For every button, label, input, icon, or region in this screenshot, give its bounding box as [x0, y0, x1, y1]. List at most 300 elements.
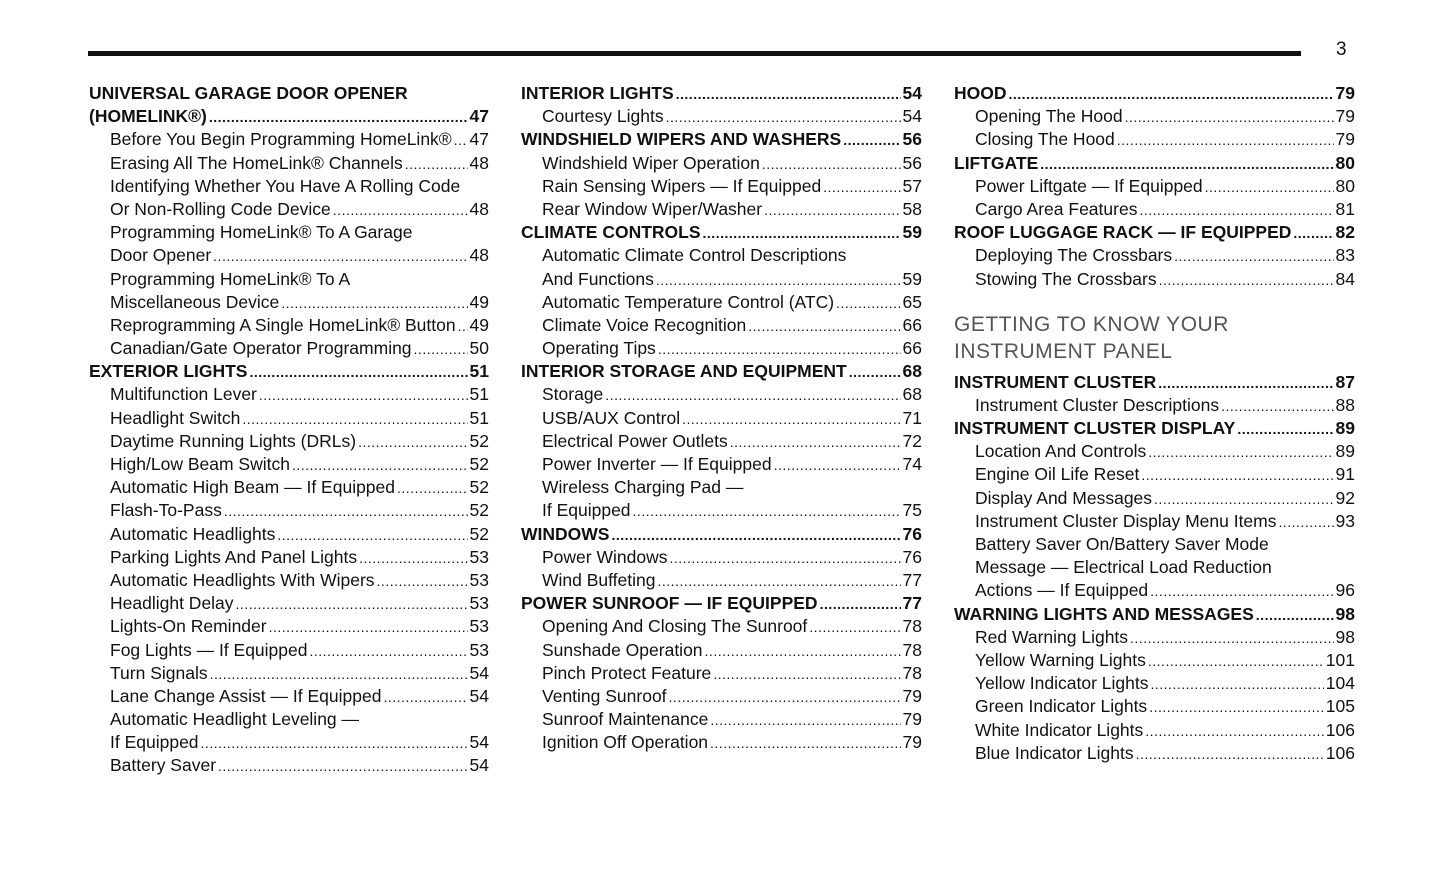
toc-subentry[interactable]: [521, 152, 922, 175]
toc-subentry[interactable]: [521, 314, 922, 337]
toc-entry-title: INSTRUMENT CLUSTER: [954, 371, 1157, 392]
toc-subentry[interactable]: [89, 662, 489, 685]
toc-subentry[interactable]: [521, 268, 922, 291]
toc-entry-title: Location And Controls: [975, 441, 1147, 462]
toc-subentry[interactable]: [521, 615, 922, 638]
dot-leader: [277, 524, 467, 547]
toc-subentry[interactable]: [89, 499, 489, 522]
toc-page-number: 106: [1325, 742, 1355, 763]
dot-leader: [1293, 222, 1333, 245]
toc-subentry[interactable]: [521, 685, 922, 708]
dot-leader: [611, 524, 900, 547]
toc-subentry[interactable]: [89, 569, 489, 592]
toc-entry-title: LIFTGATE: [954, 152, 1039, 173]
toc-entry-title: HOOD: [954, 83, 1007, 103]
toc-entry-title: Identifying Whether You Have A Rolling Code: [110, 175, 461, 196]
toc-subentry[interactable]: [521, 499, 922, 522]
toc-page-number: 49: [469, 314, 489, 335]
toc-page-number: 98: [1335, 626, 1355, 647]
toc-column-1: [89, 82, 489, 778]
toc-entry-title: If Equipped: [110, 732, 199, 753]
toc-page-number: 79: [1335, 106, 1355, 127]
toc-page-number: 66: [902, 338, 922, 359]
toc-heading-entry[interactable]: [521, 82, 922, 105]
toc-subentry[interactable]: [954, 394, 1355, 417]
toc-page-number: 54: [469, 685, 489, 706]
toc-subentry[interactable]: [89, 639, 489, 662]
toc-page-number: 96: [1335, 580, 1355, 601]
toc-entry-title: USB/AUX Control: [542, 407, 681, 428]
toc-entry-title: Canadian/Gate Operator Programming: [110, 338, 412, 359]
toc-subentry[interactable]: [89, 708, 489, 731]
toc-entry-title: EXTERIOR LIGHTS: [89, 361, 248, 382]
dot-leader: [1148, 650, 1324, 673]
toc-page-number: 78: [902, 662, 922, 683]
toc-heading-entry[interactable]: [89, 105, 489, 128]
toc-entry-title: POWER SUNROOF — IF EQUIPPED: [521, 593, 818, 614]
toc-subentry[interactable]: [89, 291, 489, 314]
toc-entry-title: Electrical Power Outlets: [542, 430, 728, 451]
toc-subentry[interactable]: [954, 487, 1355, 510]
toc-page-number: 65: [902, 291, 922, 312]
dot-leader: [405, 153, 468, 176]
toc-page-number: 53: [469, 569, 489, 590]
toc-subentry[interactable]: [954, 649, 1355, 672]
toc-page-number: 83: [1335, 245, 1355, 266]
dot-leader: [605, 384, 900, 407]
toc-subentry[interactable]: [89, 128, 489, 151]
toc-page-number: 78: [902, 639, 922, 660]
dot-leader: [1256, 604, 1334, 627]
toc-subentry[interactable]: [954, 556, 1355, 579]
toc-entry-title: Instrument Cluster Descriptions: [975, 394, 1220, 415]
toc-entry-title: Green Indicator Lights: [975, 696, 1148, 717]
toc-entry-title: Erasing All The HomeLink® Channels: [110, 152, 403, 173]
dot-leader: [705, 640, 901, 663]
toc-entry-title: Parking Lights And Panel Lights: [110, 546, 358, 567]
toc-entry-title: Headlight Delay: [110, 593, 234, 614]
dot-leader: [1040, 153, 1333, 176]
toc-heading-entry[interactable]: [521, 360, 922, 383]
toc-page-number: 53: [469, 616, 489, 637]
dot-leader: [1125, 106, 1334, 129]
dot-leader: [224, 500, 468, 523]
dot-leader: [682, 408, 900, 431]
toc-page-number: 92: [1335, 487, 1355, 508]
toc-entry-title: Wind Buffeting: [542, 569, 656, 590]
toc-entry-title: Yellow Indicator Lights: [975, 673, 1149, 694]
toc-page-number: 76: [902, 546, 922, 567]
toc-subentry[interactable]: [89, 685, 489, 708]
toc-subentry[interactable]: [521, 198, 922, 221]
toc-subentry[interactable]: [521, 337, 922, 360]
dot-leader: [703, 222, 901, 245]
toc-entry-title: Wireless Charging Pad —: [542, 477, 744, 498]
toc-entry-title: Power Liftgate — If Equipped: [975, 175, 1203, 196]
toc-subentry[interactable]: [521, 731, 922, 754]
dot-leader: [242, 408, 467, 431]
toc-subentry[interactable]: [89, 314, 489, 337]
toc-subentry[interactable]: [954, 626, 1355, 649]
toc-entry-title: Yellow Warning Lights: [975, 649, 1146, 670]
toc-entry-title: Stowing The Crossbars: [975, 268, 1157, 289]
toc-entry-title: If Equipped: [542, 500, 631, 521]
toc-subentry[interactable]: [89, 152, 489, 175]
toc-page-number: 75: [902, 500, 922, 521]
dot-leader: [218, 755, 468, 778]
dot-leader: [1279, 511, 1334, 534]
toc-subentry[interactable]: [89, 337, 489, 360]
toc-page-number: 71: [902, 407, 922, 428]
toc-page-number: 47: [469, 106, 489, 127]
toc-page-number: 54: [469, 755, 489, 776]
toc-entry-title: Engine Oil Life Reset: [975, 464, 1140, 485]
toc-page-number: 84: [1335, 268, 1355, 289]
toc-entry-title: Door Opener: [110, 245, 212, 266]
toc-entry-title: Sunshade Operation: [542, 639, 703, 660]
toc-subentry[interactable]: [954, 672, 1355, 695]
toc-subentry[interactable]: [954, 105, 1355, 128]
toc-page-number: 88: [1335, 394, 1355, 415]
toc-entry-title: CLIMATE CONTROLS: [521, 222, 701, 243]
toc-subentry[interactable]: [89, 476, 489, 499]
dot-leader: [281, 292, 467, 315]
toc-column-3: [954, 82, 1355, 765]
toc-subentry[interactable]: [521, 476, 922, 499]
toc-page-number: 58: [902, 198, 922, 219]
toc-page-number: 81: [1335, 198, 1355, 219]
toc-entry-title: Ignition Off Operation: [542, 732, 709, 753]
toc-entry-title: WINDOWS: [521, 523, 610, 544]
toc-heading-entry[interactable]: [954, 371, 1355, 394]
toc-column-2: [521, 82, 922, 754]
toc-entry-title: Storage: [542, 384, 604, 405]
toc-entry-title: High/Low Beam Switch: [110, 454, 290, 474]
dot-leader: [358, 431, 467, 454]
toc-subentry[interactable]: [89, 268, 489, 291]
toc-subentry[interactable]: [521, 430, 922, 453]
toc-subentry[interactable]: [954, 510, 1355, 533]
toc-subentry[interactable]: [954, 175, 1355, 198]
chapter-title-line-1: GETTING TO KNOW YOUR: [954, 312, 1229, 336]
toc-subentry[interactable]: [521, 291, 922, 314]
toc-subentry[interactable]: [521, 105, 922, 128]
toc-page-number: 54: [469, 732, 489, 753]
dot-leader: [1158, 372, 1333, 395]
toc-entry-title: Lane Change Assist — If Equipped: [110, 685, 382, 706]
toc-subentry[interactable]: [521, 453, 922, 476]
toc-subentry[interactable]: [954, 719, 1355, 742]
dot-leader: [1154, 488, 1333, 511]
toc-subentry[interactable]: [521, 662, 922, 685]
dot-leader: [633, 500, 901, 523]
dot-leader: [209, 106, 468, 129]
toc-entry-title: Flash-To-Pass: [110, 500, 222, 521]
toc-page-number: 89: [1335, 418, 1355, 439]
toc-page-number: 106: [1325, 719, 1355, 740]
toc-heading-entry[interactable]: [89, 360, 489, 383]
toc-page-number: 79: [1335, 83, 1355, 103]
toc-subentry[interactable]: [521, 244, 922, 267]
dot-leader: [762, 153, 901, 176]
dot-leader: [774, 454, 901, 477]
page-number: 3: [1336, 39, 1347, 60]
dot-leader: [1150, 580, 1333, 603]
toc-subentry[interactable]: [954, 695, 1355, 718]
toc-heading-entry[interactable]: [954, 152, 1355, 175]
toc-page-number: 54: [469, 662, 489, 683]
toc-heading-entry[interactable]: [954, 603, 1355, 626]
dot-leader: [259, 384, 468, 407]
dot-leader: [213, 245, 467, 268]
chapter-title-line-2: INSTRUMENT PANEL: [954, 339, 1173, 363]
toc-entry-title: Power Windows: [542, 546, 668, 567]
toc-heading-entry[interactable]: [954, 221, 1355, 244]
toc-entry-title: Closing The Hood: [975, 129, 1115, 150]
dot-leader: [1237, 418, 1333, 441]
toc-page-number: 93: [1335, 510, 1355, 531]
toc-page-number: 53: [469, 639, 489, 660]
toc-heading-entry[interactable]: [521, 221, 922, 244]
dot-leader: [669, 686, 901, 709]
toc-heading-entry[interactable]: [521, 592, 922, 615]
toc-entry-title: Opening The Hood: [975, 106, 1123, 127]
toc-subentry[interactable]: [89, 175, 489, 198]
toc-entry-title: And Functions: [542, 268, 654, 289]
dot-leader: [397, 477, 468, 500]
dot-leader: [809, 616, 900, 639]
toc-page-number: 91: [1335, 464, 1355, 485]
toc-entry-title: Miscellaneous Device: [110, 291, 280, 312]
dot-leader: [676, 83, 901, 106]
toc-page-number: 78: [902, 616, 922, 637]
toc-entry-title: Operating Tips: [542, 338, 656, 359]
toc-page-number: 79: [902, 732, 922, 753]
dot-leader: [823, 176, 900, 199]
toc-subentry[interactable]: [521, 546, 922, 569]
toc-subentry[interactable]: [954, 463, 1355, 486]
toc-subentry[interactable]: [89, 546, 489, 569]
toc-subentry[interactable]: [89, 592, 489, 615]
toc-page-number: 48: [469, 198, 489, 219]
toc-page-number: 49: [469, 291, 489, 312]
toc-page-number: 52: [469, 477, 489, 498]
toc-entry-title: WINDSHIELD WIPERS AND WASHERS: [521, 129, 842, 150]
toc-page-number: 82: [1335, 222, 1355, 243]
dot-leader: [820, 593, 901, 616]
toc-entry-title: Cargo Area Features: [975, 198, 1138, 219]
toc-page-number: 47: [469, 129, 489, 150]
toc-page-number: 52: [469, 430, 489, 451]
toc-page-number: 54: [902, 106, 922, 127]
toc-subentry[interactable]: [954, 742, 1355, 765]
dot-leader: [849, 361, 901, 384]
dot-leader: [414, 338, 468, 361]
dot-leader: [836, 292, 900, 315]
toc-page-number: 50: [469, 338, 489, 359]
toc-page-number: 52: [469, 523, 489, 544]
toc-page-number: 80: [1335, 152, 1355, 173]
toc-heading-entry[interactable]: [954, 82, 1355, 105]
toc-subentry[interactable]: [954, 244, 1355, 267]
toc-subentry[interactable]: [89, 383, 489, 406]
dot-leader: [333, 199, 468, 222]
toc-entry-title: Rear Window Wiper/Washer: [542, 198, 763, 219]
toc-heading-entry[interactable]: [954, 417, 1355, 440]
toc-subentry[interactable]: [89, 221, 489, 244]
dot-leader: [383, 686, 467, 709]
dot-leader: [210, 663, 468, 686]
dot-leader: [1151, 673, 1324, 696]
toc-entry-title: Automatic Headlights: [110, 523, 276, 544]
toc-entry-title: Daytime Running Lights (DRLs): [110, 430, 357, 451]
dot-leader: [1221, 395, 1333, 418]
toc-subentry[interactable]: [954, 533, 1355, 556]
toc-page-number: 79: [1335, 129, 1355, 150]
toc-entry-title: Multifunction Lever: [110, 384, 257, 405]
toc-entry-title: Sunroof Maintenance: [542, 709, 709, 730]
toc-entry-title: Courtesy Lights: [542, 106, 664, 127]
toc-page-number: 80: [1335, 175, 1355, 196]
dot-leader: [1136, 743, 1324, 766]
toc-page-number: 68: [902, 384, 922, 405]
toc-heading-entry[interactable]: [89, 82, 489, 105]
toc-page-number: 52: [469, 500, 489, 521]
toc-subentry[interactable]: [89, 430, 489, 453]
toc-entry-title: Headlight Switch: [110, 407, 241, 428]
toc-page-number: 48: [469, 245, 489, 266]
toc-page-number: 59: [902, 268, 922, 289]
toc-subentry[interactable]: [521, 175, 922, 198]
toc-page-number: 76: [902, 523, 922, 544]
toc-subentry[interactable]: [89, 615, 489, 638]
toc-entry-title: Lights-On Reminder: [110, 616, 267, 637]
toc-entry-title: (HOMELINK®): [89, 106, 207, 127]
toc-entry-title: Turn Signals: [110, 662, 208, 683]
toc-entry-title: Before You Begin Programming HomeLink®: [110, 129, 452, 150]
toc-page-number: 98: [1335, 603, 1355, 624]
toc-entry-title: Blue Indicator Lights: [975, 742, 1134, 763]
dot-leader: [748, 315, 900, 338]
toc-page-number: 54: [902, 83, 922, 103]
dot-leader: [1174, 245, 1333, 268]
toc-page-number: 56: [902, 152, 922, 173]
toc-page-number: 72: [902, 430, 922, 451]
dot-leader: [1205, 176, 1334, 199]
toc-subentry[interactable]: [954, 440, 1355, 463]
toc-page-number: 104: [1325, 673, 1355, 694]
toc-page-number: 74: [902, 454, 922, 474]
toc-page-number: 77: [902, 569, 922, 590]
dot-leader: [669, 547, 900, 570]
toc-entry-title: Automatic Climate Control Descriptions: [542, 245, 847, 266]
toc-subentry[interactable]: [954, 198, 1355, 221]
dot-leader: [377, 570, 468, 593]
toc-subentry[interactable]: [521, 708, 922, 731]
toc-subentry[interactable]: [89, 523, 489, 546]
dot-leader: [269, 616, 468, 639]
toc-entry-title: Deploying The Crossbars: [975, 245, 1173, 266]
toc-subentry[interactable]: [89, 244, 489, 267]
dot-leader: [713, 663, 900, 686]
toc-page-number: 77: [902, 593, 922, 614]
toc-page-number: 48: [469, 152, 489, 173]
toc-page-number: 89: [1335, 441, 1355, 462]
toc-subentry[interactable]: [89, 754, 489, 777]
toc-entry-title: Venting Sunroof: [542, 685, 667, 706]
toc-subentry[interactable]: [521, 407, 922, 430]
toc-page-number: 57: [902, 175, 922, 196]
dot-leader: [249, 361, 467, 384]
toc-entry-title: Fog Lights — If Equipped: [110, 639, 308, 660]
toc-subentry[interactable]: [521, 569, 922, 592]
toc-entry-title: INSTRUMENT CLUSTER DISPLAY: [954, 418, 1236, 439]
toc-page-number: 59: [902, 222, 922, 243]
dot-leader: [458, 315, 468, 338]
toc-subentry[interactable]: [521, 639, 922, 662]
dot-leader: [1130, 627, 1333, 650]
toc-subentry[interactable]: [89, 453, 489, 476]
toc-subentry[interactable]: [954, 579, 1355, 602]
dot-leader: [730, 431, 901, 454]
toc-entry-title: Automatic Headlights With Wipers: [110, 569, 375, 590]
toc-entry-title: Actions — If Equipped: [975, 580, 1149, 601]
toc-entry-title: Climate Voice Recognition: [542, 314, 747, 335]
toc-page-number: 66: [902, 314, 922, 335]
toc-page-number: 79: [902, 709, 922, 730]
toc-subentry[interactable]: [89, 198, 489, 221]
toc-subentry[interactable]: [954, 268, 1355, 291]
dot-leader: [1149, 696, 1324, 719]
chapter-title: [954, 311, 1355, 365]
toc-entry-title: Automatic Headlight Leveling —: [110, 709, 360, 730]
dot-leader: [1145, 720, 1324, 743]
dot-leader: [1009, 83, 1334, 106]
toc-subentry[interactable]: [89, 407, 489, 430]
toc-page-number: 105: [1325, 696, 1355, 717]
toc-entry-title: Programming HomeLink® To A Garage: [110, 222, 413, 243]
toc-entry-title: Power Inverter — If Equipped: [542, 454, 772, 474]
chapter-entries: [954, 371, 1355, 765]
toc-page-number: 51: [469, 407, 489, 428]
toc-subentry[interactable]: [89, 731, 489, 754]
toc-entry-title: INTERIOR LIGHTS: [521, 83, 674, 103]
dot-leader: [201, 732, 468, 755]
toc-entry-title: Display And Messages: [975, 487, 1153, 508]
toc-entry-title: Rain Sensing Wipers — If Equipped: [542, 175, 822, 196]
toc-heading-entry[interactable]: [521, 128, 922, 151]
header-rule: [88, 51, 1301, 56]
dot-leader: [236, 593, 468, 616]
toc-subentry[interactable]: [954, 128, 1355, 151]
toc-page-number: 52: [469, 454, 489, 474]
toc-page-number: 101: [1325, 649, 1355, 670]
toc-entry-title: ROOF LUGGAGE RACK — IF EQUIPPED: [954, 222, 1292, 243]
dot-leader: [656, 269, 901, 292]
toc-entry-title: Red Warning Lights: [975, 626, 1129, 647]
toc-subentry[interactable]: [521, 383, 922, 406]
toc-entry-title: Programming HomeLink® To A: [110, 268, 351, 289]
toc-entry-title: Battery Saver On/Battery Saver Mode: [975, 534, 1269, 554]
toc-entry-title: Instrument Cluster Display Menu Items: [975, 510, 1277, 531]
dot-leader: [292, 454, 468, 477]
toc-entry-title: Automatic High Beam — If Equipped: [110, 477, 396, 498]
dot-leader: [1159, 269, 1334, 292]
dot-leader: [1117, 129, 1334, 152]
toc-page-number: 79: [902, 685, 922, 706]
dot-leader: [843, 129, 900, 152]
toc-heading-entry[interactable]: [521, 523, 922, 546]
